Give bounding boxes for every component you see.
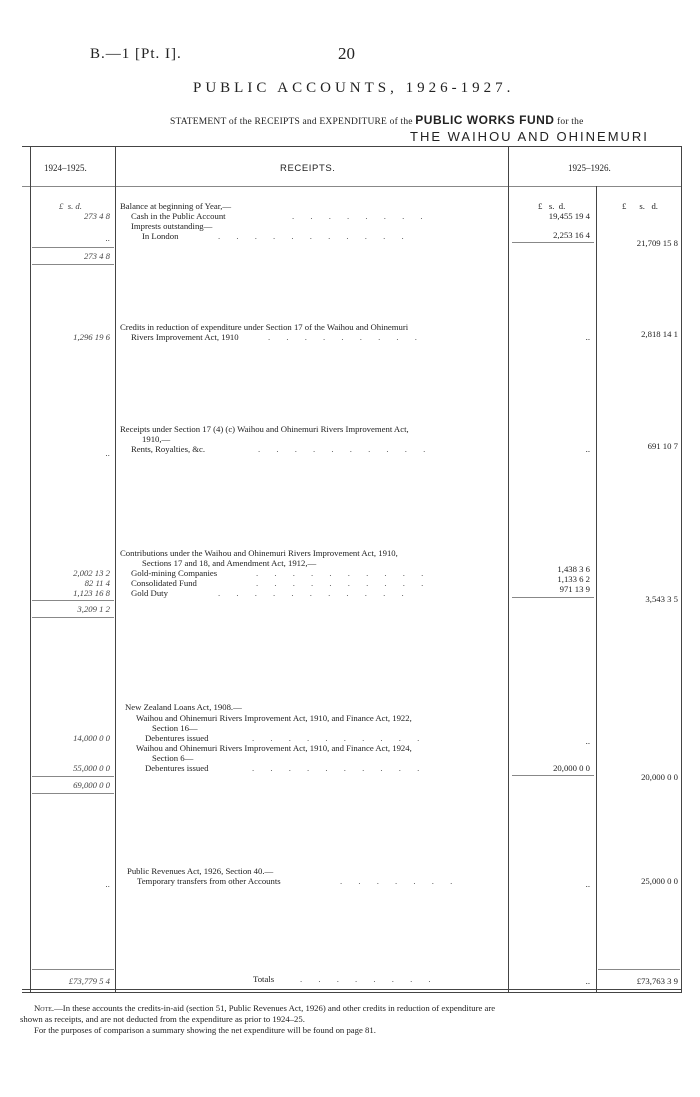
prior-london-value: ..	[105, 233, 110, 243]
footnote	[34, 1003, 694, 1014]
london-label: In London	[142, 231, 179, 241]
subtotal-rule	[32, 793, 114, 794]
loans-sub1-line-a: Waihou and Ohinemuri Rivers Improvement Act, 1910, and Finance Act, 1922,	[136, 713, 412, 723]
table-bottom-rule	[22, 989, 682, 990]
leader-dots: . . . . . . . .	[292, 211, 430, 221]
leader-dots: . . . . . . . . . .	[256, 568, 431, 578]
contrib-item-gold-mining: Gold-mining Companies	[131, 568, 218, 578]
col-rule-2	[508, 146, 509, 992]
cur-loans-1: ..	[585, 736, 590, 746]
total-units	[622, 201, 658, 211]
cash-label: Cash in the Public Account	[131, 211, 226, 221]
col-rule-right	[681, 146, 682, 992]
subtitle-fund: PUBLIC WORKS FUND	[415, 113, 555, 127]
cur-receipts17-sub: ..	[585, 444, 590, 454]
leader-dots: . . . . . . . . . .	[252, 763, 427, 773]
col-rule-left	[30, 146, 31, 992]
subtotal-rule	[512, 597, 594, 598]
subtotal-rule	[512, 775, 594, 776]
cur-contrib-1: 1,438 3 6	[557, 564, 590, 574]
totals-rule	[32, 969, 114, 970]
unit-shillings: s.	[548, 201, 555, 211]
prior-loans-total: 69,000 0 0	[73, 780, 110, 790]
footnote-line-3: For the purposes of comparison a summary showing the net expenditure will be found on page 81.	[34, 1025, 376, 1035]
receipts17-line-1: Receipts under Section 17 (4) (c) Waihou and Ohinemuri Rivers Improvement Act,	[120, 424, 409, 434]
subtitle-tail: for the	[557, 117, 584, 127]
header-rule	[22, 186, 682, 187]
cur-balance-total: 21,709 15 8	[636, 238, 678, 248]
cur-credits-total: 2,818 14 1	[641, 329, 678, 339]
prior-loans-1: 14,000 0 0	[73, 733, 110, 743]
leader-dots: . . . . . . . . . . .	[218, 588, 411, 598]
prior-contrib-2: 82 11 4	[84, 578, 110, 588]
unit-shillings: s.	[67, 201, 74, 211]
loans-sub2-line-c: Debentures issued	[145, 763, 209, 773]
prior-contrib-total: 3,209 1 2	[77, 604, 110, 614]
subtotal-rule	[32, 776, 114, 777]
receipts17-line-3: Rents, Royalties, &c.	[131, 444, 206, 454]
prior-contrib-1: 2,002 13 2	[73, 568, 110, 578]
document-reference: B.—1 [Pt. I].	[90, 46, 182, 62]
prior-credits-value: 1,296 19 6	[73, 332, 110, 342]
cur-receipts17-total: 691 10 7	[647, 441, 678, 451]
cur-cash-value: 19,455 19 4	[548, 211, 590, 221]
credits-line-1: Credits in reduction of expenditure under Section 17 of the Waihou and Ohinemuri	[120, 322, 409, 332]
cur-loans-total: 20,000 0 0	[641, 772, 678, 782]
col-header-receipts: RECEIPTS.	[280, 163, 336, 174]
sub-units	[538, 201, 565, 211]
col-header-1924-1925: 1924–1925.	[44, 163, 87, 173]
contrib-line-1: Contributions under the Waihou and Ohinemuri Rivers Improvement Act, 1910,	[120, 548, 398, 558]
subtotal-rule	[32, 617, 114, 618]
unit-shillings: s.	[639, 201, 645, 211]
leader-dots: . . . . . . . . . .	[256, 578, 431, 588]
contrib-item-consolidated: Consolidated Fund	[131, 578, 197, 588]
subtotal-rule	[32, 247, 114, 248]
leader-dots: . . . . . . . . .	[268, 332, 424, 342]
cur-contrib-2: 1,133 6 2	[557, 574, 590, 584]
subtitle-lead: STATEMENT of the RECEIPTS and EXPENDITURE of the	[170, 117, 413, 127]
leader-dots: . . . . . . . . . . .	[218, 231, 411, 241]
unit-pence: d.	[558, 201, 566, 211]
subtotal-rule	[32, 264, 114, 265]
revenues-line-1: Public Revenues Act, 1926, Section 40.—	[127, 866, 274, 876]
unit-pound: £	[59, 201, 64, 211]
imprests-label: Imprests outstanding—	[131, 221, 213, 231]
cur-loans-2: 20,000 0 0	[553, 763, 590, 773]
leader-dots: . . . . . . . . . .	[258, 444, 433, 454]
cur-revenues-total: 25,000 0 0	[641, 876, 678, 886]
cur-revenues-sub: ..	[585, 879, 590, 889]
prior-receipts17-value: ..	[105, 448, 110, 458]
col-rule-1	[115, 146, 116, 992]
leader-dots: . . . . . . . . . .	[252, 733, 427, 743]
prior-cash-value: 273 4 8	[83, 211, 110, 221]
totals-rule	[598, 969, 680, 970]
page-number: 20	[338, 44, 355, 63]
statement-subtitle-line2: THE WAIHOU AND OHINEMURI	[410, 129, 649, 144]
loans-sub2-line-b: Section 6—	[152, 753, 194, 763]
loans-heading: New Zealand Loans Act, 1908.—	[125, 702, 242, 712]
table-top-rule	[22, 146, 682, 147]
prior-loans-2: 55,000 0 0	[73, 763, 110, 773]
footnote-line-2: shown as receipts, and are not deducted from the expenditure as prior to 1924–25.	[20, 1014, 305, 1024]
subtotal-rule	[512, 242, 594, 243]
cur-grand-total: £73,763 3 9	[636, 976, 678, 986]
cur-credits-sub: ..	[585, 332, 590, 342]
prior-contrib-3: 1,123 16 8	[73, 588, 110, 598]
unit-pence: d.	[75, 201, 82, 211]
unit-pence: d.	[651, 201, 658, 211]
footnote-label: Note.	[34, 1003, 55, 1013]
cur-contrib-3: 971 13 9	[559, 584, 590, 594]
page-title: PUBLIC ACCOUNTS, 1926-1927.	[193, 80, 515, 96]
table-bottom-rule-2	[22, 992, 682, 993]
revenues-line-2: Temporary transfers from other Accounts	[137, 876, 281, 886]
leader-dots: . . . . . . . .	[300, 974, 438, 984]
totals-label: Totals	[253, 974, 275, 984]
receipts17-line-2: 1910,—	[142, 434, 171, 444]
cur-london-value: 2,253 16 4	[553, 230, 590, 240]
prior-revenues-value: ..	[105, 879, 110, 889]
statement-subtitle	[170, 113, 584, 127]
loans-sub2-line-a: Waihou and Ohinemuri Rivers Improvement Act, 1910, and Finance Act, 1924,	[136, 743, 412, 753]
col-header-1925-1926: 1925–1926.	[568, 163, 611, 173]
unit-pound: £	[538, 201, 543, 211]
balance-heading: Balance at beginning of Year,—	[120, 201, 232, 211]
subtotal-rule	[32, 600, 114, 601]
loans-sub1-line-c: Debentures issued	[145, 733, 209, 743]
prior-balance-total: 273 4 8	[83, 251, 110, 261]
loans-sub1-line-b: Section 16—	[152, 723, 198, 733]
prior-grand-total: £73,779 5 4	[68, 976, 110, 986]
footnote-line-1: —In these accounts the credits-in-aid (section 51, Public Revenues Act, 1926) and other credits in reduction of expenditure are	[54, 1003, 496, 1013]
contrib-line-2: Sections 17 and 18, and Amendment Act, 1912,—	[142, 558, 317, 568]
prior-units	[59, 201, 82, 211]
cur-contrib-total: 3,543 3 5	[645, 594, 678, 604]
leader-dots: . . . . . . .	[340, 876, 460, 886]
unit-pound: £	[622, 201, 627, 211]
contrib-item-gold-duty: Gold Duty	[131, 588, 168, 598]
col-rule-3	[596, 186, 597, 992]
credits-line-2: Rivers Improvement Act, 1910	[131, 332, 239, 342]
cur-totals-sub: ..	[585, 976, 590, 986]
